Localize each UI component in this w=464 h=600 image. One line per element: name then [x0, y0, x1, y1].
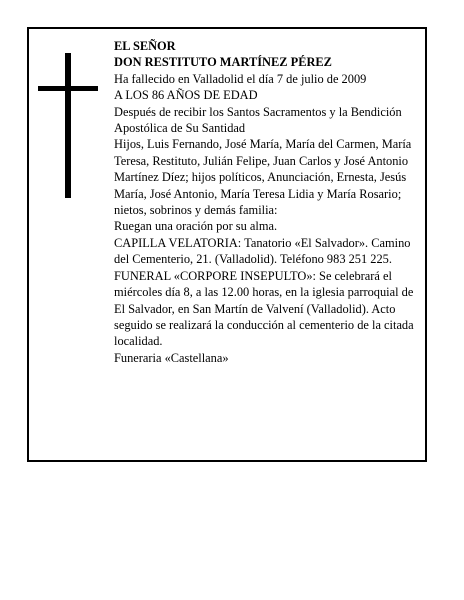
- family-list: Hijos, Luis Fernando, José María, María del Carmen, María Teresa, Restituto, Julián Felipe, Juan Carlos y José Antonio Martínez Díez; hijos políticos, Anunciación, Ernesta, Jesús María, José Antonio, María Teresa Lidia y María Rosario; nietos, sobrinos y demás familia:: [114, 137, 412, 218]
- age-line: A LOS 86 AÑOS DE EDAD: [114, 88, 258, 103]
- prayer-request: Ruegan una oración por su alma.: [114, 219, 278, 234]
- sacraments-line: Después de recibir los Santos Sacramentos y la Bendición Apostólica de Su Santidad: [114, 104, 402, 136]
- cross-horizontal-bar: [38, 86, 98, 91]
- cross-vertical-bar: [65, 53, 71, 198]
- funeral-home: Funeraria «Castellana»: [114, 350, 229, 365]
- deceased-name: DON RESTITUTO MARTÍNEZ PÉREZ: [114, 55, 332, 70]
- chapel-info: CAPILLA VELATORIA: Tanatorio «El Salvador». Camino del Cementerio, 21. (Valladolid). Teléfono 983 251 225.: [114, 235, 411, 267]
- death-notice: Ha fallecido en Valladolid el día 7 de julio de 2009: [114, 71, 367, 86]
- cross-icon: [38, 53, 98, 198]
- honorific-title: EL SEÑOR: [114, 39, 176, 53]
- obituary-text: [114, 38, 422, 366]
- funeral-info: FUNERAL «CORPORE INSEPULTO»: Se celebrará el miércoles día 8, a las 12.00 horas, en la iglesia parroquial de El Salvador, en San Martín de Valvení (Valladolid). Acto seguido se realizará la conducción al cementerio de la citada localidad.: [114, 268, 414, 349]
